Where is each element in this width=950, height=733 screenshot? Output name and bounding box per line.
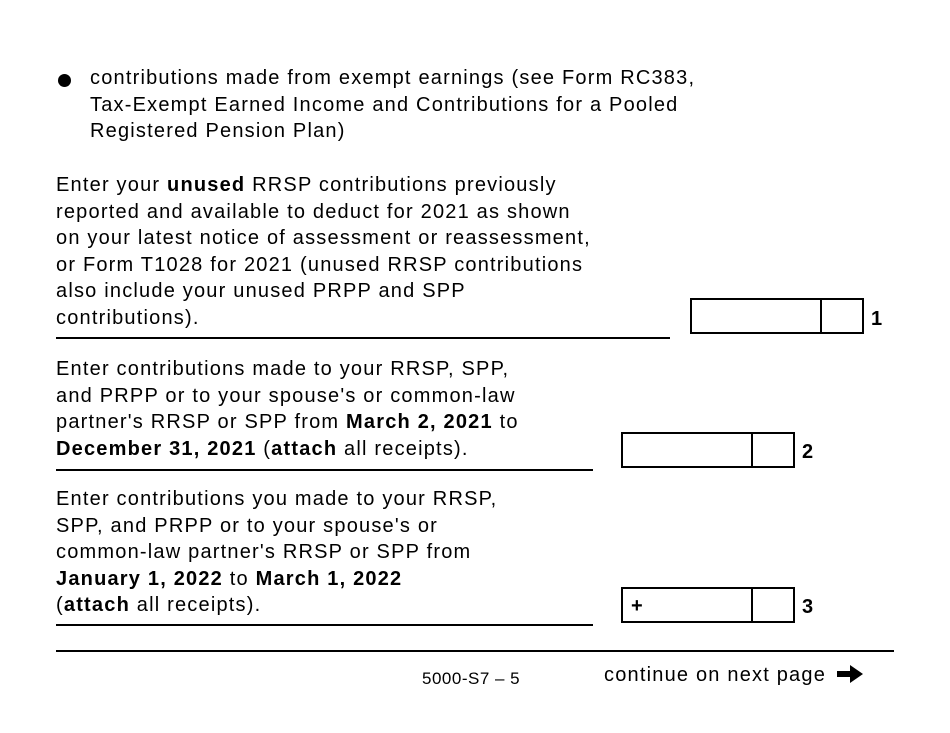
line2-text: and PRPP or to your spouse's or common-law — [56, 384, 516, 407]
line2-text-part: to — [492, 411, 519, 433]
line3-text: Enter contributions you made to your RRSP, — [56, 488, 498, 510]
line2-text — [56, 436, 469, 463]
line2-text — [56, 409, 519, 436]
line1-text-part: RRSP contributions previously — [245, 174, 557, 196]
line1-divider — [56, 337, 670, 339]
line3-date-end: March 1, 2022 — [255, 567, 403, 590]
line2-number: 2 — [802, 441, 814, 463]
line3-text: common-law partner's RRSP or SPP from — [56, 541, 472, 563]
continue-note — [604, 663, 865, 687]
line1-text-part: Enter your — [56, 174, 168, 196]
line2-amount-field[interactable] — [621, 432, 795, 468]
line3-text-part: ( — [56, 594, 64, 616]
line3-attach: attach — [63, 594, 130, 616]
line2-text-part: ( — [256, 437, 272, 460]
bullet-line: contributions made from exempt earnings (see Form RC383, — [90, 67, 696, 89]
line1-text: reported and available to deduct for 2021 as shown — [56, 200, 571, 223]
line3-text — [56, 592, 261, 619]
line3-text-part: to — [223, 567, 256, 590]
cents-divider — [751, 434, 753, 466]
line3-text: SPP, and PRPP or to your spouse's or — [56, 514, 439, 537]
line3-date-start: January 1, 2022 — [56, 567, 223, 590]
line3-text-part: all receipts). — [129, 594, 262, 616]
cents-divider — [820, 300, 822, 332]
line1-text: also include your unused PRPP and SPP — [56, 280, 466, 302]
line1-text: contributions). — [56, 306, 200, 329]
line1-emphasis-unused: unused — [167, 174, 246, 196]
line2-date-end: December 31, 2021 — [56, 437, 257, 460]
footer-rule — [56, 650, 894, 652]
line1-text: or Form T1028 for 2021 (unused RRSP contributions — [56, 253, 584, 276]
continue-text: continue on next page — [604, 664, 827, 686]
line1-number: 1 — [871, 308, 883, 330]
line2-text-part: all receipts). — [337, 437, 469, 460]
line3-divider — [56, 624, 593, 626]
line2-attach: attach — [271, 437, 338, 460]
line3-number: 3 — [802, 596, 814, 618]
line2-date-start: March 2, 2021 — [346, 411, 493, 433]
bullet-line: Registered Pension Plan) — [90, 120, 346, 142]
line1-amount-field[interactable] — [690, 298, 864, 334]
form-page-id: 5000-S7 – 5 — [422, 669, 521, 688]
line1-text: on your latest notice of assessment or reassessment, — [56, 227, 591, 249]
line2-divider — [56, 469, 593, 471]
bullet-dot — [58, 74, 71, 87]
bullet-line: Tax-Exempt Earned Income and Contributions for a Pooled — [90, 93, 679, 116]
line2-text-part: partner's RRSP or SPP from — [56, 411, 347, 433]
line3-text — [56, 566, 402, 593]
line3-amount-field[interactable] — [621, 587, 795, 623]
line2-text: Enter contributions made to your RRSP, SPP, — [56, 358, 510, 380]
cents-divider — [751, 589, 753, 621]
arrow-right-icon — [835, 663, 865, 685]
line1-text — [56, 172, 557, 199]
plus-sign: + — [631, 595, 643, 617]
